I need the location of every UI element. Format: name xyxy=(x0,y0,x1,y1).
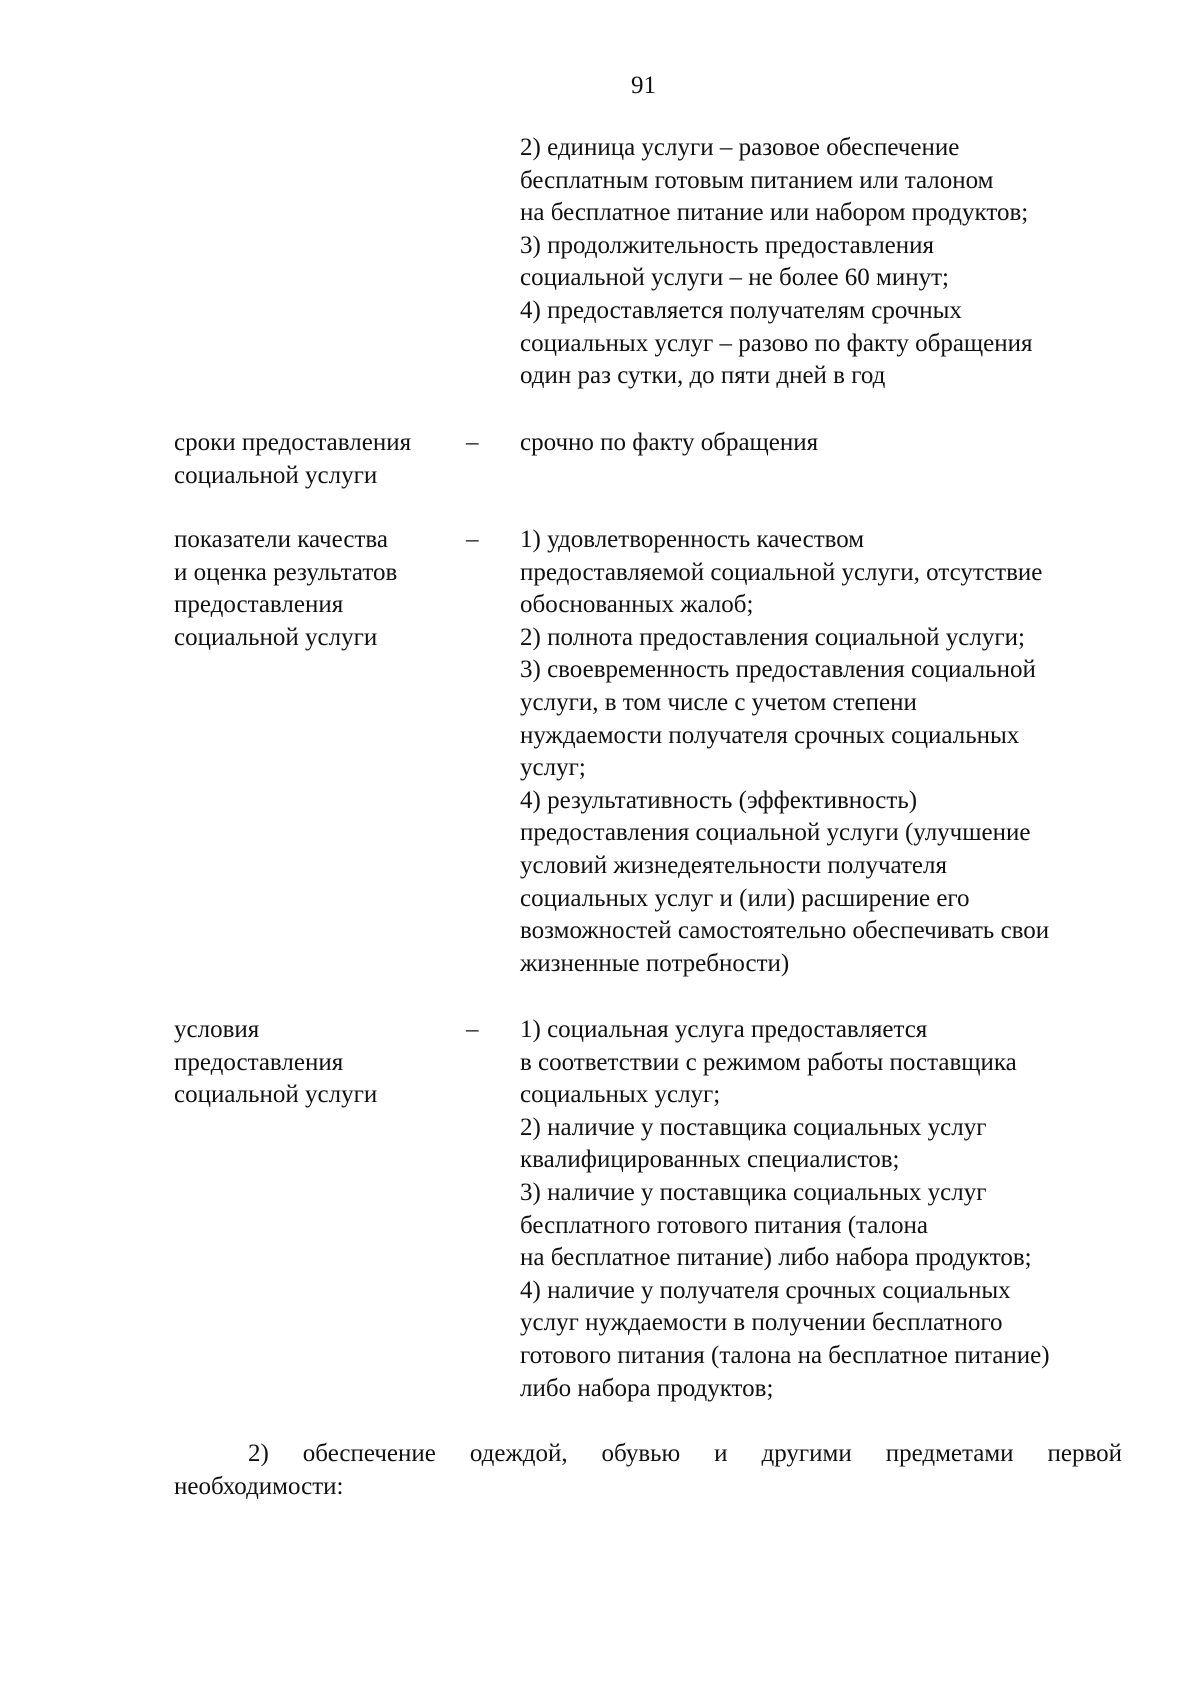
text-line: условий жизнедеятельности получателя xyxy=(520,851,947,879)
text-line: на бесплатное питание или набором продуктов; xyxy=(520,199,1029,227)
label-line: социальной услуги xyxy=(174,461,378,489)
row-label-terms xyxy=(174,427,474,492)
text-line: социальной услуги – не более 60 минут; xyxy=(520,264,949,292)
text-line: услуги, в том числе с учетом степени xyxy=(520,688,917,716)
text-line: либо набора продуктов; xyxy=(520,1374,774,1402)
row-value-terms xyxy=(520,427,1160,460)
row-label-quality xyxy=(174,524,474,654)
text-line: жизненные потребности) xyxy=(520,949,790,977)
text-line: социальных услуг – разово по факту обращения xyxy=(520,329,1033,357)
label-line: предоставления xyxy=(174,591,344,619)
paragraph-line: необходимости: xyxy=(174,1472,344,1500)
text-line: услуг; xyxy=(520,754,586,782)
closing-paragraph xyxy=(174,1438,1122,1503)
text-line: 2) наличие у поставщика социальных услуг xyxy=(520,1113,987,1141)
label-line: предоставления xyxy=(174,1048,344,1076)
text-line: в соответствии с режимом работы поставщика xyxy=(520,1048,1017,1076)
top-block xyxy=(520,132,1160,393)
label-line: сроки предоставления xyxy=(174,429,412,456)
text-line: бесплатного готового питания (талона xyxy=(520,1211,929,1239)
text-line: социальных услуг; xyxy=(520,1081,721,1109)
text-line: срочно по факту обращения xyxy=(520,429,819,456)
row-dash: – xyxy=(466,1016,479,1043)
text-line: готового питания (талона на бесплатное питание) xyxy=(520,1341,1050,1369)
label-line: условия xyxy=(174,1016,260,1043)
text-line: 3) своевременность предоставления социальной xyxy=(520,656,1036,684)
page-number: 91 xyxy=(631,72,656,99)
label-line: и оценка результатов xyxy=(174,558,398,586)
label-line: социальной услуги xyxy=(174,623,378,651)
paragraph-line: 2) обеспечение одеждой, обувью и другими предметами первой xyxy=(248,1440,1122,1467)
text-line: 4) результативность (эффективность) xyxy=(520,786,918,814)
text-line: 1) социальная услуга предоставляется xyxy=(520,1016,928,1043)
label-line: социальной услуги xyxy=(174,1081,378,1109)
text-line: возможностей самостоятельно обеспечивать свои xyxy=(520,917,1050,945)
text-line: 3) продолжительность предоставления xyxy=(520,231,935,259)
row-label-conditions xyxy=(174,1014,474,1112)
text-line: 2) единица услуги – разовое обеспечение xyxy=(520,134,960,161)
text-line: бесплатным готовым питанием или талоном xyxy=(520,166,994,194)
text-line: социальных услуг и (или) расширение его xyxy=(520,884,970,912)
text-line: услуг нуждаемости в получении бесплатного xyxy=(520,1309,1003,1337)
row-dash: – xyxy=(466,429,479,456)
text-line: обоснованных жалоб; xyxy=(520,591,754,619)
text-line: 4) наличие у получателя срочных социальных xyxy=(520,1276,1011,1304)
text-line: 3) наличие у поставщика социальных услуг xyxy=(520,1178,987,1206)
text-line: предоставления социальной услуги (улучшение xyxy=(520,819,1031,847)
text-line: предоставляемой социальной услуги, отсутствие xyxy=(520,558,1043,586)
text-line: нуждаемости получателя срочных социальных xyxy=(520,721,1020,749)
text-line: 4) предоставляется получателям срочных xyxy=(520,296,962,324)
text-line: 2) полнота предоставления социальной услуги; xyxy=(520,623,1025,651)
row-value-conditions xyxy=(520,1014,1160,1405)
row-value-quality xyxy=(520,524,1160,980)
label-line: показатели качества xyxy=(174,526,388,553)
text-line: 1) удовлетворенность качеством xyxy=(520,526,865,553)
text-line: на бесплатное питание) либо набора продуктов; xyxy=(520,1244,1032,1272)
text-line: один раз сутки, до пяти дней в год xyxy=(520,362,886,390)
text-line: квалифицированных специалистов; xyxy=(520,1146,900,1174)
row-dash: – xyxy=(466,526,479,553)
